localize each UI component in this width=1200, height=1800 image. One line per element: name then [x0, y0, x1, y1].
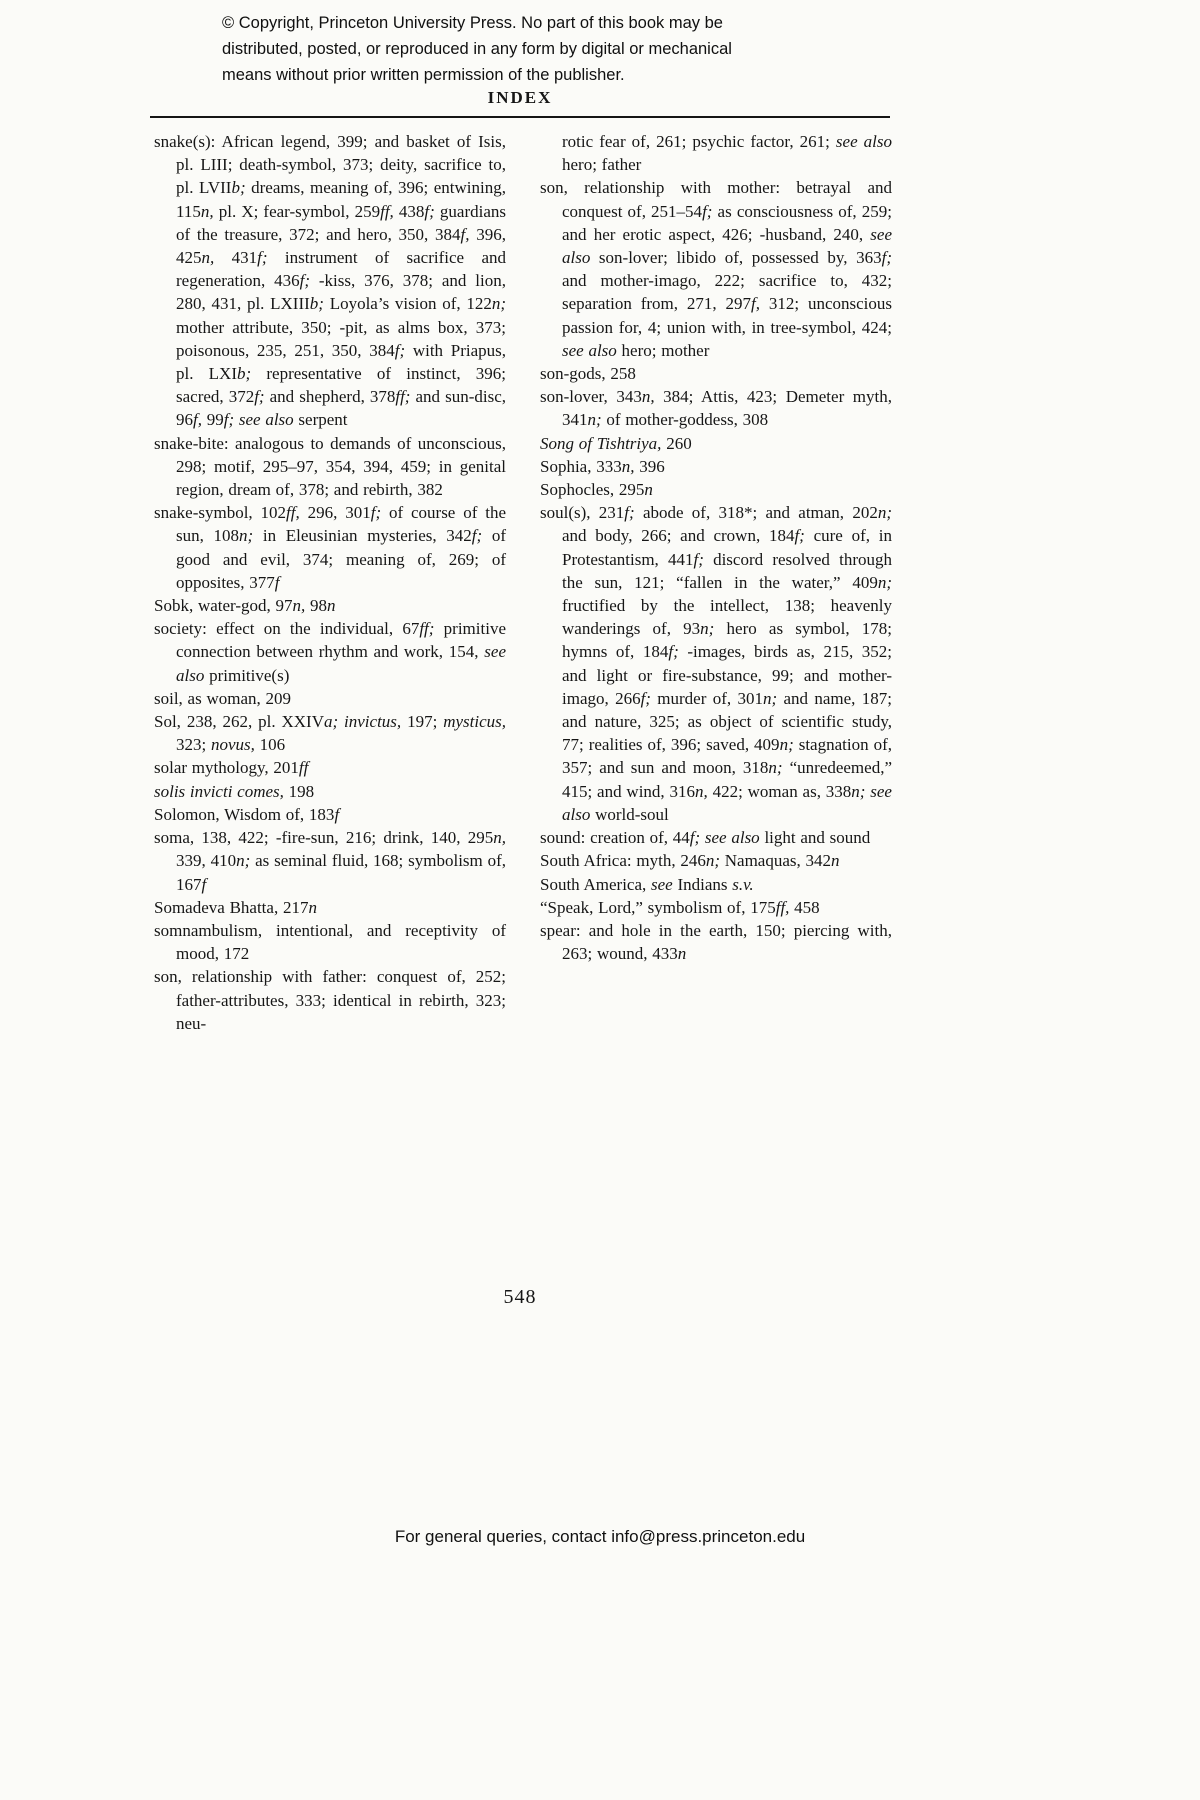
footer-contact-line: For general queries, contact info@press.princeton.edu [394, 1527, 806, 1546]
index-entry: South America, see Indians s.v. [540, 874, 754, 894]
index-entry: spear: and hole in the earth, 150; piercing with, 263; wound, 433n [540, 920, 892, 964]
index-entry: soul(s), 231f; abode of, 318*; and atman, 202n; and body, 266; and crown, 184f; cure of, in Protestantism, 441f; discord resolved through the sun, 121; “fallen in the water,” 409n; fructified by the intellect, 138; heavenly wanderings of, 93n; hero as symbol, 178; hymns of, 184f; -images, birds as, 215, 352; and light or fire-substance, 99; and mother-imago, 266f; murder of, 301n; and name, 187; and nature, 325; as object of scientific study, 77; realities of, 396; saved, 409n; stagnation of, 357; and sun and moon, 318n; “unredeemed,” 415; and wind, 316n, 422; woman as, 338n; see also world-soul [540, 503, 893, 824]
index-entry: Sophia, 333n, 396 [540, 456, 665, 476]
copyright-notice [222, 10, 732, 88]
index-entry: solis invicti comes, 198 [154, 781, 315, 801]
index-entry: Song of Tishtriya, 260 [540, 433, 692, 453]
index-entry: snake(s): African legend, 399; and basket of Isis, pl. LIII; death-symbol, 373; deity, sacrifice to, pl. LVIIb; dreams, meaning of, 396; entwining, 115n, pl. X; fear-symbol, 259ff, 438f; guardians of the treasure, 372; and hero, 350, 384f, 396, 425n, 431f; instrument of sacrifice and regeneration, 436f; -kiss, 376, 378; and lion, 280, 431, pl. LXIIIb; Loyola’s vision of, 122n; mother attribute, 350; -pit, as alms box, 373; poisonous, 235, 251, 350, 384f; with Priapus, pl. LXIb; representative of instinct, 396; sacred, 372f; and shepherd, 378ff; and sun-disc, 96f, 99f; see also serpent [154, 132, 507, 430]
index-entry: son, relationship with mother: betrayal and conquest of, 251–54f; as consciousness of, 259; and her erotic aspect, 426; -husband, 240, see also son-lover; libido of, possessed by, 363f; and mother-imago, 222; sacrifice to, 432; separation from, 271, 297f, 312; unconscious passion for, 4; union with, in tree-symbol, 424; see also hero; mother [540, 178, 892, 360]
index-entry: somnambulism, intentional, and receptivity of mood, 172 [154, 920, 506, 964]
index-column-left [154, 130, 506, 1035]
index-entry: sound: creation of, 44f; see also light and sound [540, 828, 871, 848]
index-entry: son, relationship with father: conquest of, 252; father-attributes, 333; identical in rebirth, 323; neu- [154, 967, 506, 1033]
index-entry: son-lover, 343n, 384; Attis, 423; Demeter myth, 341n; of mother-goddess, 308 [540, 387, 892, 430]
heading-divider-rule [150, 116, 890, 118]
index-entry: solar mythology, 201ff [154, 758, 309, 778]
index-heading: INDEX [487, 88, 553, 107]
index-columns [154, 130, 892, 1035]
page-number: 548 [503, 1286, 537, 1308]
index-entry: soma, 138, 422; -fire-sun, 216; drink, 140, 295n, 339, 410n; as seminal fluid, 168; symbolism of, 167f [154, 828, 507, 894]
index-entry: society: effect on the individual, 67ff; primitive connection between rhythm and work, 154, see also primitive(s) [154, 619, 506, 685]
index-entry: snake-symbol, 102ff, 296, 301f; of course of the sun, 108n; in Eleusinian mysteries, 342f; of good and evil, 374; meaning of, 269; of opposites, 377f [154, 503, 506, 592]
index-entry: Solomon, Wisdom of, 183f [154, 804, 340, 824]
index-entry-continuation: rotic fear of, 261; psychic factor, 261; see also hero; father [562, 132, 893, 175]
index-entry: Somadeva Bhatta, 217n [154, 897, 317, 917]
copyright-line: © Copyright, Princeton University Press. No part of this book may be [222, 14, 723, 32]
index-entry: Sophocles, 295n [540, 480, 653, 500]
index-column-right [540, 130, 892, 1035]
copyright-line: means without prior written permission of the publisher. [222, 66, 625, 84]
index-entry: Sol, 238, 262, pl. XXIVa; invictus, 197; mysticus, 323; novus, 106 [154, 712, 506, 755]
index-entry: soil, as woman, 209 [154, 688, 292, 708]
index-entry: snake-bite: analogous to demands of unconscious, 298; motif, 295–97, 354, 394, 459; in genital region, dream of, 378; and rebirth, 382 [154, 433, 506, 500]
index-entry: Sobk, water-god, 97n, 98n [154, 596, 336, 616]
index-entry: son-gods, 258 [540, 364, 636, 384]
index-entry: “Speak, Lord,” symbolism of, 175ff, 458 [540, 897, 820, 917]
index-entry: South Africa: myth, 246n; Namaquas, 342n [540, 851, 840, 871]
copyright-line: distributed, posted, or reproduced in any form by digital or mechanical [222, 40, 732, 58]
